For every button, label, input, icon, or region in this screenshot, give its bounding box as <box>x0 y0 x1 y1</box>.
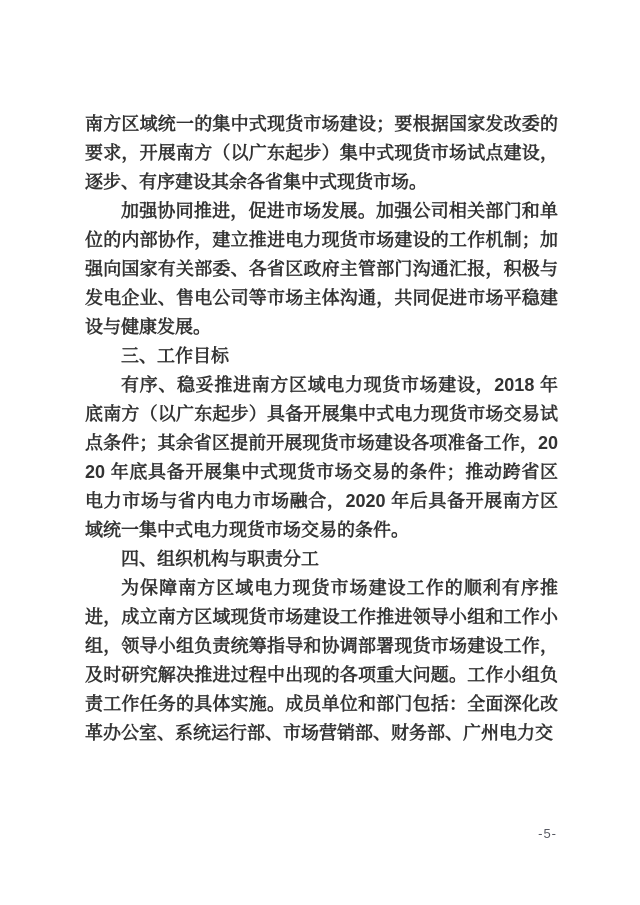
paragraph-coordination: 加强协同推进，促进市场发展。加强公司相关部门和单位的内部协作，建立推进电力现货市场建设的工作机制；加强向国家有关部委、各省区政府主管部门沟通汇报，积极与发电企业、售电公司等市场主体沟通，共同促进市场平稳建设与健康发展。 <box>85 201 558 337</box>
document-body <box>85 110 558 748</box>
paragraph-organization: 为保障南方区域电力现货市场建设工作的顺利有序推进，成立南方区域现货市场建设工作推进领导小组和工作小组，领导小组负责统筹指导和协调部署现货市场建设工作，及时研究解决推进过程中出现的各项重大问题。工作小组负责工作任务的具体实施。成员单位和部门包括：全面深化改革办公室、系统运行部、市场营销部、财务部、广州电力交 <box>85 578 558 743</box>
paragraph-continuation: 南方区域统一的集中式现货市场建设；要根据国家发改委的要求，开展南方（以广东起步）集中式现货市场试点建设，逐步、有序建设其余各省集中式现货市场。 <box>85 114 558 192</box>
page-number: -5- <box>538 826 557 841</box>
section-heading-work-goals: 三、工作目标 <box>121 346 229 366</box>
paragraph-work-goals: 有序、稳妥推进南方区域电力现货市场建设，2018 年底南方（以广东起步）具备开展集中式电力现货市场交易试点条件；其余省区提前开展现货市场建设各项准备工作，2020 年底具备开展集中式现货市场交易的条件；推动跨省区电力市场与省内电力市场融合，2020 年后具备开展南方区域统一集中式电力现货市场交易的条件。 <box>85 375 558 540</box>
section-heading-organization: 四、组织机构与职责分工 <box>121 549 319 569</box>
